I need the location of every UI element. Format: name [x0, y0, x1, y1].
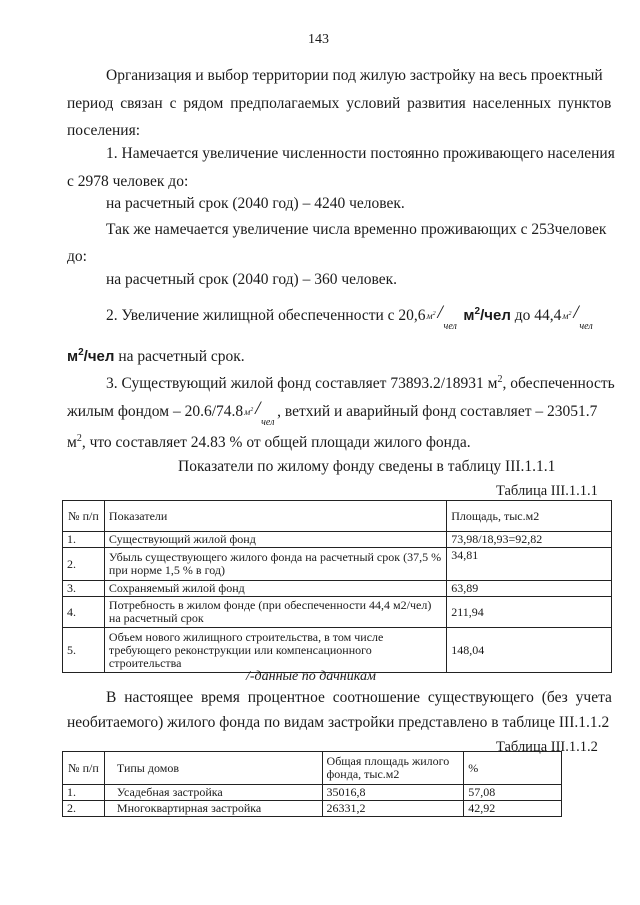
unit-fraction: $м^2$ / чел	[426, 302, 457, 332]
table-row	[63, 548, 612, 581]
table-cell: 63,89	[447, 581, 612, 597]
item2-text-c: на расчетный срок.	[118, 348, 245, 365]
table-2	[62, 751, 562, 817]
table-header-cell: № п/п	[63, 752, 105, 785]
page-number: 143	[308, 32, 329, 47]
para2-line-1: В настоящее время процентное соотношение существующего (без учета	[106, 689, 612, 706]
unit-fraction-bold: $м^2$/чел	[67, 347, 115, 365]
unit-fraction-bold: $м^2$/чел	[463, 306, 511, 324]
unit-fraction: $м^2$ / чел	[244, 398, 275, 428]
intro-line-1: Организация и выбор территории под жилую застройку на весь проектный	[106, 67, 603, 84]
unit-fraction: $м^2$ / чел	[562, 302, 593, 332]
item1-line-2: с 2978 человек до:	[67, 173, 189, 190]
table-cell: Многоквартирная застройка	[104, 801, 322, 817]
table-cell: 2.	[63, 548, 105, 581]
table-cell: Убыль существующего жилого фонда на расчетный срок (37,5 % при норме 1,5 % в год)	[104, 548, 446, 581]
item2-text-b: до 44,4	[514, 307, 562, 324]
table-header-cell: № п/п	[63, 501, 105, 532]
table-header-cell: Общая площадь жилого фонда, тыс.м2	[322, 752, 464, 785]
item1-line-6: на расчетный срок (2040 год) – 360 человек.	[106, 271, 398, 288]
item2-line-2	[67, 343, 245, 367]
item3-text: жилым фондом – 20.6/74.8	[67, 403, 244, 420]
table-row	[63, 532, 612, 548]
table-row	[63, 628, 612, 673]
item1-line-5: до:	[67, 248, 87, 265]
table-cell: 26331,2	[322, 801, 464, 817]
item3-text: 3. Существующий жилой фонд составляет 73893.2/18931 м	[106, 375, 498, 393]
item1-line-4: Так же намечается увеличение числа временно проживающих с 253человек	[106, 221, 607, 238]
item3-text: , что составляет 24.83 % от общей площади жилого фонда.	[81, 434, 471, 452]
table-cell: 42,92	[464, 801, 562, 817]
para2-line-2: необитаемого) жилого фонда по видам застройки представлено в таблице III.1.1.2	[67, 714, 610, 731]
table-cell: 35016,8	[322, 785, 464, 801]
table-cell: 1.	[63, 532, 105, 548]
item3-text: , ветхий и аварийный фонд составляет – 23051.7	[277, 403, 598, 420]
table-cell: 3.	[63, 581, 105, 597]
table-row	[63, 801, 562, 817]
table1-intro: Показатели по жилому фонду сведены в таблицу III.1.1.1	[178, 458, 556, 475]
table1-note: /-данные по дачникам	[246, 669, 376, 684]
intro-line-2: период связан с рядом предполагаемых условий развития населенных пунктов	[67, 95, 612, 112]
item3-text-end: , обеспеченность	[502, 375, 615, 393]
table-cell: 211,94	[447, 597, 612, 628]
superscript: 2	[76, 433, 82, 444]
item3-line-2	[67, 398, 598, 428]
table-header-cell: Показатели	[104, 501, 446, 532]
table-cell: 4.	[63, 597, 105, 628]
table-header-cell: Типы домов	[104, 752, 322, 785]
table1-caption: Таблица III.1.1.1	[496, 483, 598, 499]
item2-line-1	[106, 302, 595, 332]
table-row	[63, 785, 562, 801]
table-cell: 2.	[63, 801, 105, 817]
table-cell: 148,04	[447, 628, 612, 673]
table-cell: 5.	[63, 628, 105, 673]
table-header-cell: %	[464, 752, 562, 785]
intro-line-3: поселения:	[67, 122, 141, 139]
item3-text: м	[67, 434, 77, 452]
table-row	[63, 581, 612, 597]
table-cell: Усадебная застройка	[104, 785, 322, 801]
table-cell: 73,98/18,93=92,82	[447, 532, 612, 548]
table2-caption: Таблица III.1.1.2	[496, 739, 598, 755]
table-cell: Потребность в жилом фонде (при обеспеченности 44,4 м2/чел) на расчетный срок	[104, 597, 446, 628]
table-cell: Сохраняемый жилой фонд	[104, 581, 446, 597]
table-header-cell: Площадь, тыс.м2	[447, 501, 612, 532]
item2-text-a: 2. Увеличение жилищной обеспеченности с 20,6	[106, 307, 426, 324]
item3-line-3	[67, 429, 471, 453]
item1-line-3: на расчетный срок (2040 год) – 4240 человек.	[106, 195, 405, 212]
item1-line-1: 1. Намечается увеличение численности постоянно проживающего населения	[106, 145, 615, 162]
table-cell: 1.	[63, 785, 105, 801]
table-cell: Существующий жилой фонд	[104, 532, 446, 548]
table-cell: 57,08	[464, 785, 562, 801]
table-1	[62, 500, 612, 673]
table-header-row	[63, 501, 612, 532]
table-cell: 34,81	[447, 548, 612, 581]
table-row	[63, 597, 612, 628]
table-header-row	[63, 752, 562, 785]
superscript: 2	[497, 374, 503, 385]
item3-line-1	[106, 370, 615, 394]
table-cell: Объем нового жилищного строительства, в том числе требующего реконструкции или компенсационного строительства	[104, 628, 446, 673]
